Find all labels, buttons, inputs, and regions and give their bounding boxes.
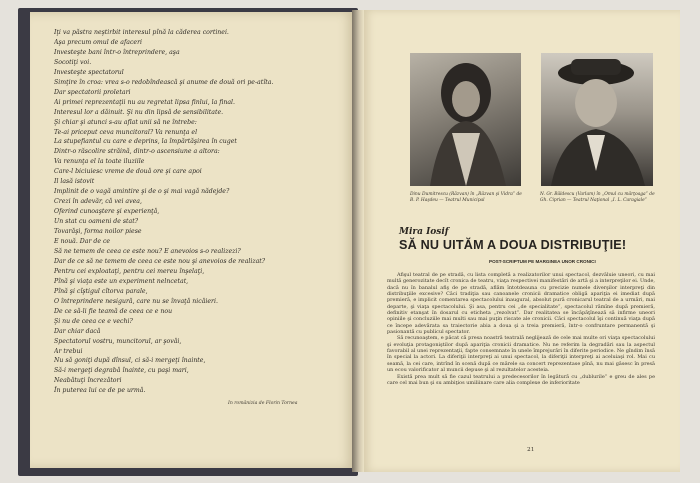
poem-line: Interesul lor a dăinuit. Şi nu din lipsă de sensibilitate. bbox=[54, 108, 224, 116]
poem-line: La stupefiantul cu care e deprins, la împărtăşirea în cuget bbox=[54, 138, 237, 146]
poem-line: Tovarăşi, forma noilor piese bbox=[54, 228, 142, 236]
actor-photo-2 bbox=[541, 53, 653, 186]
poem-text bbox=[54, 28, 349, 396]
poem-line: În puterea lui ce de pe urmă. bbox=[54, 387, 146, 395]
poem-line: Implinit de o vagă amintire şi de o şi mai vagă nădejde? bbox=[54, 188, 230, 196]
paragraph: Să recunoaştem, e păcat că presa noastră teatrală neglijează de cele mai multe ori viaţa spectacolului şi evoluţia protagoniştilor după apariţia cronicii dramatice. Nu ne referim la degradări sau la aspectul favorabil al unei reprezentaţii, fapte consemnate în unele împrejurări în diferite periodice. Ne gîndim însă în special la actori. La diferiţii interpreţi ai unui spectacol, la diferiţii interpreţi ai aceluiaşi rol. Mai cu seamă, la cei care, intrînd în scenă după ce mărele sa concert reprezentase pînă, nu mai găsesc în presă un ecou valorificator al muncii depuse şi al rezultatelor acesteia. bbox=[387, 335, 655, 374]
poem-line: E nouă. Dar de ce bbox=[54, 238, 111, 246]
article-subheading: POST-SCRIPTUM PE MARGINEA UNOR CRONICI bbox=[489, 259, 596, 264]
paragraph: Afişul teatral de pe stradă, cu lista completă a realizatorilor unui spectacol, dezvăluie uneori, cu mai multă generozitate decît cronica de teatru, viaţa respectivei manifestări de artă şi a interpreţilor ei. Unde, dacă nu în banalul afiş de pe stradă, aflăm întotdeauna cu precizie numele diverşilor interpreţi din distribuţiile excesive? Căci tradiţia sau canoanele cronicii dramatice obligă apariţia ei imediat după premieră, e implicit comentarea spectacolului inaugural, absolut pură cronicarul teatral de a urmări, mai departe, şi viaţa spectacolului. Şi asa, pentru cei „de specialitate”, spectacolul rămîne după premieră, definitiv etanşat în dosarul cu eticheta „rezolvat”. Dar realitatea se încăpăţînează să infirme uneori opiniile şi concluziile mai multi sau mai puţin riscate ale cronicii. Căci spectacolul îşi continuă viaţa după ce începe adevărata sa traiectorie abia a doua şi a treia premieră, într-o confruntare permanentă şi pasionantă cu publicul spectator. bbox=[387, 272, 655, 336]
poem-line: Investeşte spectatorul bbox=[54, 68, 124, 76]
poem-line: Crezi în adevăr, că vei avea, bbox=[54, 198, 142, 206]
poem-line: Dar chiar dacă bbox=[54, 327, 101, 335]
poem-line: Va renunţa el la toate iluziile bbox=[54, 158, 145, 166]
poem-line: Te-ai priceput ceva muncitoral? Va renunţa el bbox=[54, 128, 198, 136]
actor-figure-2 bbox=[541, 53, 653, 186]
poem-line: Pentru cei exploataţi, pentru cei mereu înşelaţi, bbox=[54, 267, 205, 275]
poem-line: Un stat cu oameni de stat? bbox=[54, 218, 139, 226]
poem-line: Ar trebui bbox=[54, 347, 83, 355]
poem-line: Dar spectatorii proletari bbox=[54, 88, 131, 96]
photo-caption-2: N. Gr. Băldescu (Varlam) în „Omul cu mârţoaga” de Gh. Ciprian — Teatrul Naţional „I. L. Caragiale” bbox=[540, 192, 655, 203]
paragraph: Există prea mult să fie cazul teatrului a predecesorilor în legătură cu „dublurile” e greu de ales pe care cel mai bun şi su ambiţios umiliinare care alia complexe de inferioritate bbox=[387, 373, 655, 386]
poem-line: Il lasă istovit bbox=[54, 178, 95, 186]
poem-line: Ai primei reprezentaţii nu au regretat lipsa finlui, la final. bbox=[54, 98, 236, 106]
poem-line: Să ne temem de ceea ce este nou? E anevoios s-o realizezi? bbox=[54, 247, 241, 255]
photo-caption-1: Dinu Dumitrescu (Răzvan) în „Răzvan şi Vidra” de B. P. Haşdeu — Teatrul Municipal bbox=[410, 192, 522, 203]
poem-line: Aşa precum omul de afaceri bbox=[54, 38, 143, 46]
article-author: Mira Iosif bbox=[399, 227, 449, 237]
poem-line: De ce să-li fie teamă de ceea ce e nou bbox=[54, 307, 173, 315]
poem-line: Pînă şi cîştigul cîtorva parale, bbox=[54, 287, 148, 295]
page-number: 21 bbox=[527, 447, 535, 453]
poem-line: Dar de ce să ne temem de ceea ce este nou şi anevoios de realizat? bbox=[54, 257, 266, 265]
actor-photo-1 bbox=[410, 53, 521, 186]
poem-line: Să-i mergeţi degrabă înainte, cu paşi mari, bbox=[54, 367, 189, 375]
actor-figure-1 bbox=[410, 53, 521, 186]
poem-line: Spectatorul vostru, muncitorul, ar şovăi, bbox=[54, 337, 182, 345]
poem-line: Nu să goniţi după dînsul, ci să-i mergeţi înainte, bbox=[54, 357, 206, 365]
poem-line: O întreprindere nesigură, care nu se învaţă nicăieri. bbox=[54, 297, 218, 305]
poem-line: Care-l biciuiesc vreme de două ore şi care apoi bbox=[54, 168, 202, 176]
poem-line: Şi nu de ceea ce e vechi? bbox=[54, 317, 133, 325]
article-body bbox=[387, 272, 655, 386]
poem-line: Oferind cunoaştere şi experienţă, bbox=[54, 208, 160, 216]
book-gutter bbox=[352, 10, 364, 472]
translation-credit: In românizia de Florin Tornea bbox=[228, 401, 298, 406]
article-headline: SĂ NU UITĂM A DOUA DISTRIBUŢIE! bbox=[399, 238, 627, 252]
poem-line: Şi chiar şi atunci s-au aflat unii să ne întrebe: bbox=[54, 118, 197, 126]
poem-line: Iţi va păstra neştirbit interesul pînă la căderea cortinei. bbox=[54, 29, 229, 36]
poem-line: Simţire în croa: vrea s-o redobîndească şi anume de două ori pe-atîta. bbox=[54, 78, 274, 86]
poem-line: Socotiţi voi. bbox=[54, 58, 92, 66]
poem-line: Dintr-o răscolire străină, dintr-o ascensiune a altora: bbox=[54, 148, 220, 156]
poem-line: Neabătuţi încrezători bbox=[54, 377, 122, 385]
poem-line: Investeşte bani într-o întreprindere, aşa bbox=[54, 48, 180, 56]
poem-line: Pînă şi viaţa este un experiment nelncetat, bbox=[54, 277, 189, 285]
